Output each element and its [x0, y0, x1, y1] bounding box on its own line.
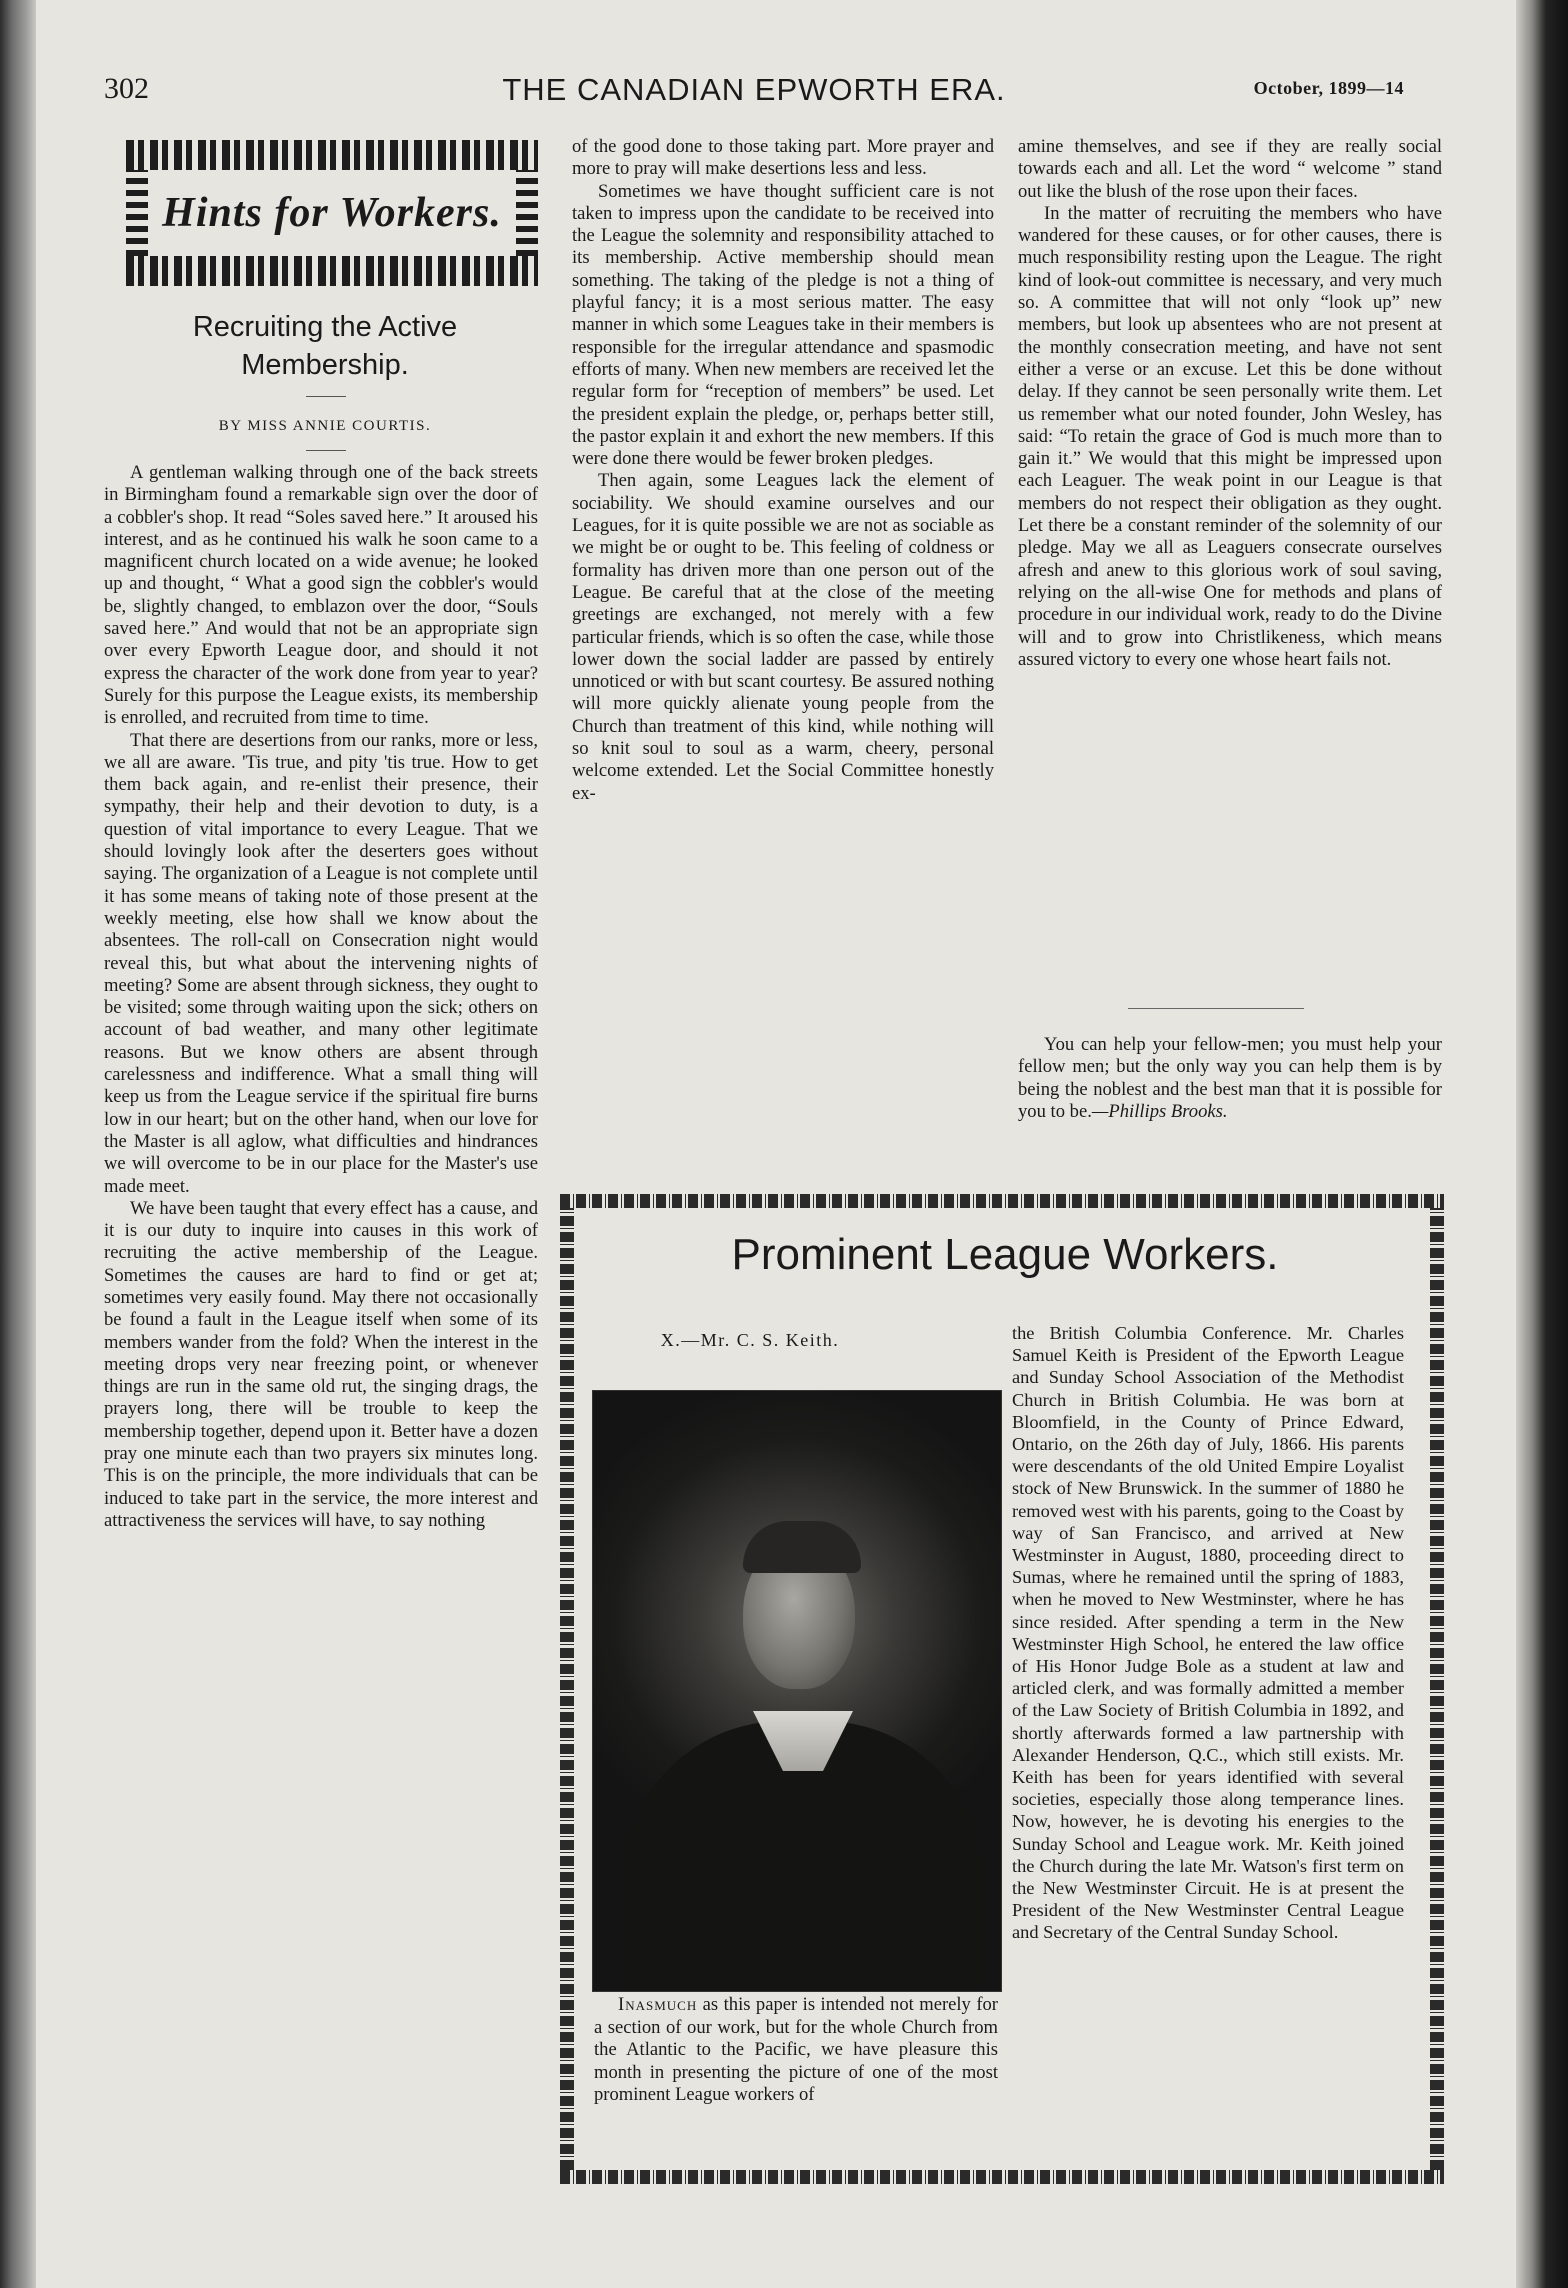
byline-rule	[306, 450, 346, 451]
section-banner	[126, 140, 538, 286]
page-number: 302	[104, 72, 149, 105]
paragraph: We have been taught that every effect has a cause, and it is our duty to inquire into causes in this work of recruiting the active membership of the League. Sometimes the causes are hard to find or get at; sometimes very easily found. May there not occasionally be found a fault in the League itself when some of its members wander from the fold? When the interest in the meeting drops very near freezing point, or whenever things are run in the same old rut, the singing drags, the prayers long, there will be trouble to keep the membership together, depend upon it. Better have a dozen pray one minute each than two prayers six minutes long. This is on the principle, the more individuals that can be induced to take part in the service, the more interest and attractiveness the services will have, to say nothing	[104, 1197, 538, 1531]
ornament-border-top	[126, 140, 538, 170]
quote-text: You can help your fellow-men; you must help your fellow men; but the only way you can help them is by being the noblest and the best man that it is possible for you to be.	[1018, 1034, 1442, 1122]
ornament-border-left	[560, 1208, 574, 2170]
article-column-3	[1018, 136, 1442, 671]
feature-title: Prominent League Workers.	[731, 1230, 1279, 1279]
feature-biography	[1012, 1322, 1404, 1944]
book-edge-right	[1516, 0, 1568, 2288]
paragraph: A gentleman walking through one of the back streets in Birmingham found a remarkable sign over the door of a cobbler's shop. It read “Soles saved here.” It aroused his interest, and as he continued his walk he soon came to a magnificent church located on a wide avenue; he looked up and thought, “ What a good sign the cobbler's would be, slightly changed, to emblazon over the door, “Souls saved here.” And would that not be an appropriate sign over every Epworth League door, and should it not express the character of the work done from year to year? Surely for this purpose the League exists, its membership is enrolled, and recruited from time to time.	[104, 462, 538, 729]
article-column-2	[572, 136, 994, 805]
title-rule	[306, 396, 346, 397]
portrait-photo	[592, 1390, 1002, 1992]
paragraph: Sometimes we have thought sufficient care is not taken to impress upon the candidate to be received into the League the solemnity and responsibility attached to its membership. Active membership should mean something. The taking of the pledge is not a thing of playful fancy; it is a most serious matter. The easy manner in which some Leagues take in their members is responsible for the irregular attendance and spasmodic efforts of many. When new members are received let the regular form for “reception of members” be used. Let the president explain the pledge, or, perhaps better still, the pastor explain it and exhort the new members. If this were done there would be fewer broken pledges.	[572, 180, 994, 470]
caption-lead: Inasmuch	[618, 1994, 698, 2015]
ornament-border-top	[560, 1194, 1444, 1208]
ornament-border-right	[1430, 1208, 1444, 2170]
quote-attribution: —Phillips Brooks.	[1091, 1100, 1228, 1122]
photo-caption	[594, 1994, 998, 2107]
paragraph: In the matter of recruiting the members who have wandered for these causes, or for other causes, there is much responsibility resting upon the League. The right kind of look-out committee is necessary, and very much so. A committee that will not only “look up” new members, but look up absentees who are not present at the monthly consecration meeting, and have not sent either a verse or an excuse. Let this be done without delay. If they cannot be seen personally write them. Let us remember what our noted founder, John Wesley, has said: “To retain the grace of God is much more than to gain it.” We would that this might be impressed upon each Leaguer. The weak point in our League is that members do not respect their obligation as they ought. Let there be a constant reminder of the solemnity of our pledge. May we all as Leaguers consecrate ourselves afresh and anew to this glorious work of soul saving, relying on the all-wise One for methods and plans of procedure in our individual work, ready to do the Divine will and to grow into Christlikeness, which means assured victory to every one whose heart fails not.	[1018, 202, 1442, 670]
article-byline: BY MISS ANNIE COURTIS.	[218, 418, 432, 434]
biography-text: the British Columbia Conference. Mr. Charles Samuel Keith is President of the Epworth League and Sunday School Association of the Methodist Church in British Columbia. He was born at Bloomfield, in the County of Prince Edward, Ontario, on the 26th day of July, 1866. His parents were descendants of the old United Empire Loyalist stock of New Brunswick. In the summer of 1880 he removed west with his parents, going to the Coast by way of San Francisco, and arrived at New Westminster in August, 1880, proceeding direct to Sumas, where he remained until the spring of 1883, when he moved to New Westminster, where he has since resided. After spending a term in the New Westminster High School, he entered the law office of His Honor Judge Bole as a student at law and articled clerk, and was formally admitted a member of the Law Society of British Columbia in 1892, and shortly afterwards formed a law partnership with Alexander Henderson, Q.C., which still exists. Mr. Keith has been for years identified with several societies, especially those along temperance lines. Now, however, he is devoting his energies to the Sunday School and League work. Mr. Keith joined the Church during the late Mr. Watson's first term on the New Westminster Circuit. He is at present the President of the New Westminster Central League and Secretary of the Central Sunday School.	[1012, 1323, 1404, 1943]
quote-block	[1018, 1034, 1442, 1123]
article-title: Recruiting the Active Membership.	[192, 311, 458, 381]
ornament-border-bottom	[126, 256, 538, 286]
paragraph: Then again, some Leagues lack the element of sociability. We should examine ourselves and our Leagues, for it is quite possible we are not as sociable as we might be or ought to be. This feeling of coldness or formality has driven more than one person out of the League. Be careful that at the close of the meeting greetings are exchanged, not merely with a few particular friends, which is so often the case, while those lower down the social ladder are passed by entirely unnoticed or with but scant courtesy. Be assured nothing will more quickly alienate young people from the Church than treatment of this kind, while nothing will so knit soul to soul as a warm, cheery, personal welcome extended. Let the Social Committee honestly ex-	[572, 470, 994, 804]
ornament-border-bottom	[560, 2170, 1444, 2184]
portrait-hair	[743, 1521, 861, 1573]
section-separator	[1128, 1008, 1304, 1009]
paragraph: That there are desertions from our ranks, more or less, we all are aware. 'Tis true, and pity 'tis true. How to get them back again, and re-enlist their presence, their sympathy, their help and their devotion to duty, is a question of vital importance to every League. That we should lovingly look after the deserters goes without saying. The organization of a League is not complete until it has some means of taking note of those present at the weekly meeting, else how shall we know about the absentees. The roll-call on Consecration night would reveal this, but what about the intervening nights of meeting? Some are absent through sickness, they ought to be visited; some through waiting upon the sick; others on account of bad weather, and many other legitimate reasons. But we know others are absent through carelessness and indifference. What a small thing will keep us from the League service if the spiritual fire burns low in our heart; but on the other hand, when our love for the Master is all aglow, what difficulties and hindrances we will overcome to be in our place for the Master's use made meet.	[104, 729, 538, 1197]
paragraph: amine themselves, and see if they are really social towards each and all. Let the word “ welcome ” stand out like the blush of the rose upon their faces.	[1018, 136, 1442, 202]
feature-subtitle: X.—Mr. C. S. Keith.	[660, 1330, 840, 1350]
quote	[1018, 1034, 1442, 1123]
book-binding-left	[0, 0, 36, 2288]
paragraph: of the good done to those taking part. More prayer and more to pray will make desertions less and less.	[572, 136, 994, 180]
issue-date: October, 1899—14	[1253, 78, 1404, 98]
publication-title: THE CANADIAN EPWORTH ERA.	[502, 72, 1006, 107]
ornament-border-right	[516, 170, 538, 256]
running-header	[104, 72, 1404, 118]
ornament-border-left	[126, 170, 148, 256]
caption-text: as this paper is intended not merely for a section of our work, but for the whole Church from the Atlantic to the Pacific, we have pleasure this month in presenting the picture of one of the most prominent League workers of	[594, 1994, 998, 2105]
caption-paragraph	[594, 1994, 998, 2107]
article-column-1	[104, 462, 538, 1532]
section-banner-title: Hints for Workers.	[162, 190, 502, 236]
